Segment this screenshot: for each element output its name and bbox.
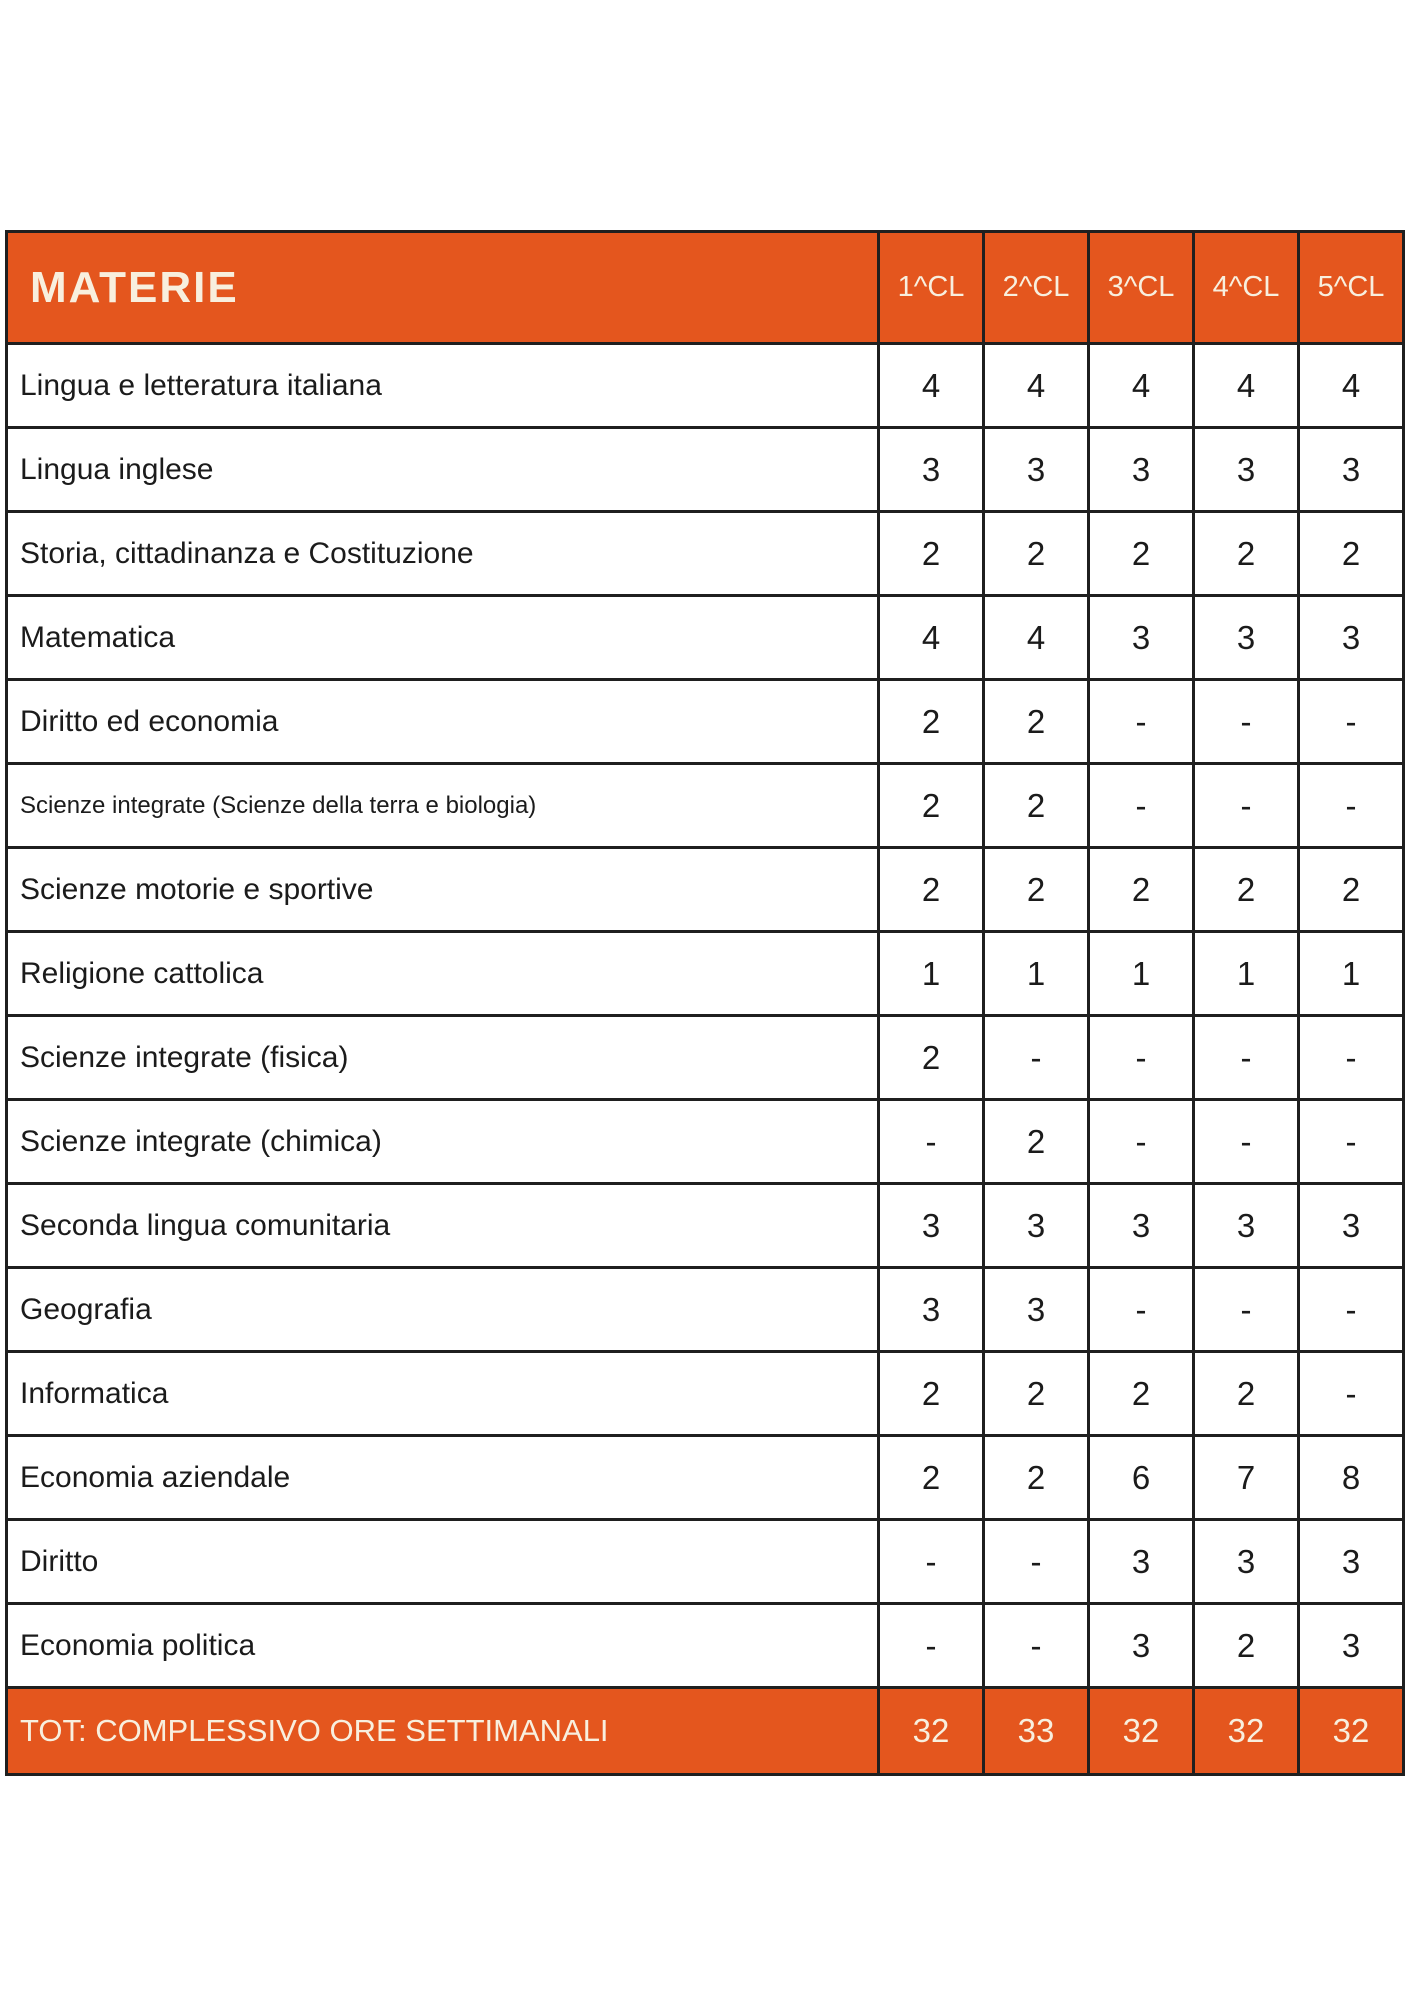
subject-label: Scienze integrate (Scienze della terra e biologia)	[7, 764, 879, 848]
subject-row	[7, 1352, 1404, 1436]
subject-row	[7, 1436, 1404, 1520]
class-column-header: 5^CL	[1299, 232, 1404, 344]
hours-cell: 2	[1194, 512, 1299, 596]
subject-label: Lingua e letteratura italiana	[7, 344, 879, 428]
total-hours-cell: 32	[1194, 1688, 1299, 1775]
hours-cell: 3	[1299, 596, 1404, 680]
hours-cell: 2	[984, 1352, 1089, 1436]
hours-cell: 2	[1089, 848, 1194, 932]
subject-label: Scienze integrate (chimica)	[7, 1100, 879, 1184]
total-hours-cell: 32	[1089, 1688, 1194, 1775]
subject-row	[7, 1604, 1404, 1688]
curriculum-table	[5, 230, 1405, 1776]
subject-row	[7, 764, 1404, 848]
hours-cell: 2	[984, 680, 1089, 764]
subject-row	[7, 1016, 1404, 1100]
hours-cell: 1	[879, 932, 984, 1016]
hours-cell: -	[984, 1016, 1089, 1100]
hours-cell: -	[1299, 764, 1404, 848]
hours-cell: -	[1299, 1352, 1404, 1436]
subject-label: Diritto ed economia	[7, 680, 879, 764]
subject-row	[7, 596, 1404, 680]
subject-label: Lingua inglese	[7, 428, 879, 512]
hours-cell: 3	[1299, 428, 1404, 512]
hours-cell: -	[879, 1604, 984, 1688]
subject-row	[7, 1268, 1404, 1352]
hours-cell: -	[1194, 680, 1299, 764]
hours-cell: 3	[984, 1268, 1089, 1352]
subject-row	[7, 512, 1404, 596]
subject-label: Informatica	[7, 1352, 879, 1436]
subject-row	[7, 428, 1404, 512]
hours-cell: 2	[1194, 1604, 1299, 1688]
class-column-header: 4^CL	[1194, 232, 1299, 344]
hours-cell: 2	[879, 680, 984, 764]
hours-cell: 2	[1089, 1352, 1194, 1436]
hours-cell: 3	[984, 428, 1089, 512]
subject-row	[7, 932, 1404, 1016]
subject-row	[7, 1184, 1404, 1268]
hours-cell: 2	[1194, 1352, 1299, 1436]
subject-row	[7, 344, 1404, 428]
hours-cell: 3	[879, 1184, 984, 1268]
hours-cell: 2	[1299, 512, 1404, 596]
hours-cell: 2	[879, 1016, 984, 1100]
class-column-header: 1^CL	[879, 232, 984, 344]
hours-cell: 3	[1299, 1184, 1404, 1268]
materie-header: MATERIE	[7, 232, 879, 344]
subject-label: Matematica	[7, 596, 879, 680]
hours-cell: 2	[984, 1436, 1089, 1520]
hours-cell: 3	[1089, 1520, 1194, 1604]
subject-label: Storia, cittadinanza e Costituzione	[7, 512, 879, 596]
hours-cell: 3	[879, 1268, 984, 1352]
hours-cell: -	[1089, 1016, 1194, 1100]
hours-cell: 3	[1299, 1604, 1404, 1688]
hours-cell: 6	[1089, 1436, 1194, 1520]
hours-cell: -	[1299, 1268, 1404, 1352]
hours-cell: -	[1194, 764, 1299, 848]
hours-cell: 7	[1194, 1436, 1299, 1520]
hours-cell: -	[1194, 1100, 1299, 1184]
hours-cell: 3	[1194, 428, 1299, 512]
hours-cell: 3	[1089, 1604, 1194, 1688]
hours-cell: 1	[984, 932, 1089, 1016]
hours-cell: 3	[1194, 1184, 1299, 1268]
hours-cell: 1	[1194, 932, 1299, 1016]
hours-cell: -	[879, 1520, 984, 1604]
hours-cell: 2	[1089, 512, 1194, 596]
hours-cell: 1	[1299, 932, 1404, 1016]
hours-cell: 2	[879, 848, 984, 932]
hours-cell: -	[1299, 1016, 1404, 1100]
hours-cell: 3	[1299, 1520, 1404, 1604]
hours-cell: 4	[984, 344, 1089, 428]
total-hours-cell: 33	[984, 1688, 1089, 1775]
subject-label: Economia aziendale	[7, 1436, 879, 1520]
hours-cell: -	[1299, 1100, 1404, 1184]
subject-row	[7, 848, 1404, 932]
hours-cell: -	[984, 1604, 1089, 1688]
hours-cell: 2	[1194, 848, 1299, 932]
total-row	[7, 1688, 1404, 1775]
subject-row	[7, 1520, 1404, 1604]
hours-cell: 2	[879, 1436, 984, 1520]
class-column-header: 3^CL	[1089, 232, 1194, 344]
hours-cell: 3	[1194, 596, 1299, 680]
hours-cell: 2	[879, 1352, 984, 1436]
hours-cell: -	[1089, 680, 1194, 764]
hours-cell: -	[1089, 1100, 1194, 1184]
hours-cell: 4	[1089, 344, 1194, 428]
hours-cell: 4	[879, 344, 984, 428]
hours-cell: 2	[984, 764, 1089, 848]
class-column-header: 2^CL	[984, 232, 1089, 344]
subject-label: Economia politica	[7, 1604, 879, 1688]
subject-label: Seconda lingua comunitaria	[7, 1184, 879, 1268]
hours-cell: 4	[984, 596, 1089, 680]
subject-label: Geografia	[7, 1268, 879, 1352]
hours-cell: 2	[1299, 848, 1404, 932]
hours-cell: 3	[1089, 428, 1194, 512]
subject-label: Scienze motorie e sportive	[7, 848, 879, 932]
hours-cell: 4	[1194, 344, 1299, 428]
hours-cell: 2	[879, 764, 984, 848]
hours-cell: -	[1194, 1016, 1299, 1100]
hours-cell: -	[1299, 680, 1404, 764]
subject-label: Scienze integrate (fisica)	[7, 1016, 879, 1100]
hours-cell: -	[1089, 1268, 1194, 1352]
hours-cell: 4	[879, 596, 984, 680]
total-hours-cell: 32	[879, 1688, 984, 1775]
total-hours-cell: 32	[1299, 1688, 1404, 1775]
hours-cell: 3	[1089, 1184, 1194, 1268]
hours-cell: 3	[1194, 1520, 1299, 1604]
hours-cell: 2	[879, 512, 984, 596]
subject-row	[7, 680, 1404, 764]
subject-label: Diritto	[7, 1520, 879, 1604]
header-row	[7, 232, 1404, 344]
hours-cell: -	[879, 1100, 984, 1184]
hours-cell: 3	[879, 428, 984, 512]
hours-cell: -	[1089, 764, 1194, 848]
subject-label: Religione cattolica	[7, 932, 879, 1016]
subject-row	[7, 1100, 1404, 1184]
hours-cell: 1	[1089, 932, 1194, 1016]
hours-cell: 4	[1299, 344, 1404, 428]
hours-cell: 3	[984, 1184, 1089, 1268]
hours-cell: -	[984, 1520, 1089, 1604]
curriculum-table-container	[5, 230, 1402, 1776]
hours-cell: 2	[984, 512, 1089, 596]
hours-cell: 8	[1299, 1436, 1404, 1520]
total-label: TOT: COMPLESSIVO ORE SETTIMANALI	[7, 1688, 879, 1775]
hours-cell: 2	[984, 848, 1089, 932]
hours-cell: -	[1194, 1268, 1299, 1352]
hours-cell: 2	[984, 1100, 1089, 1184]
hours-cell: 3	[1089, 596, 1194, 680]
